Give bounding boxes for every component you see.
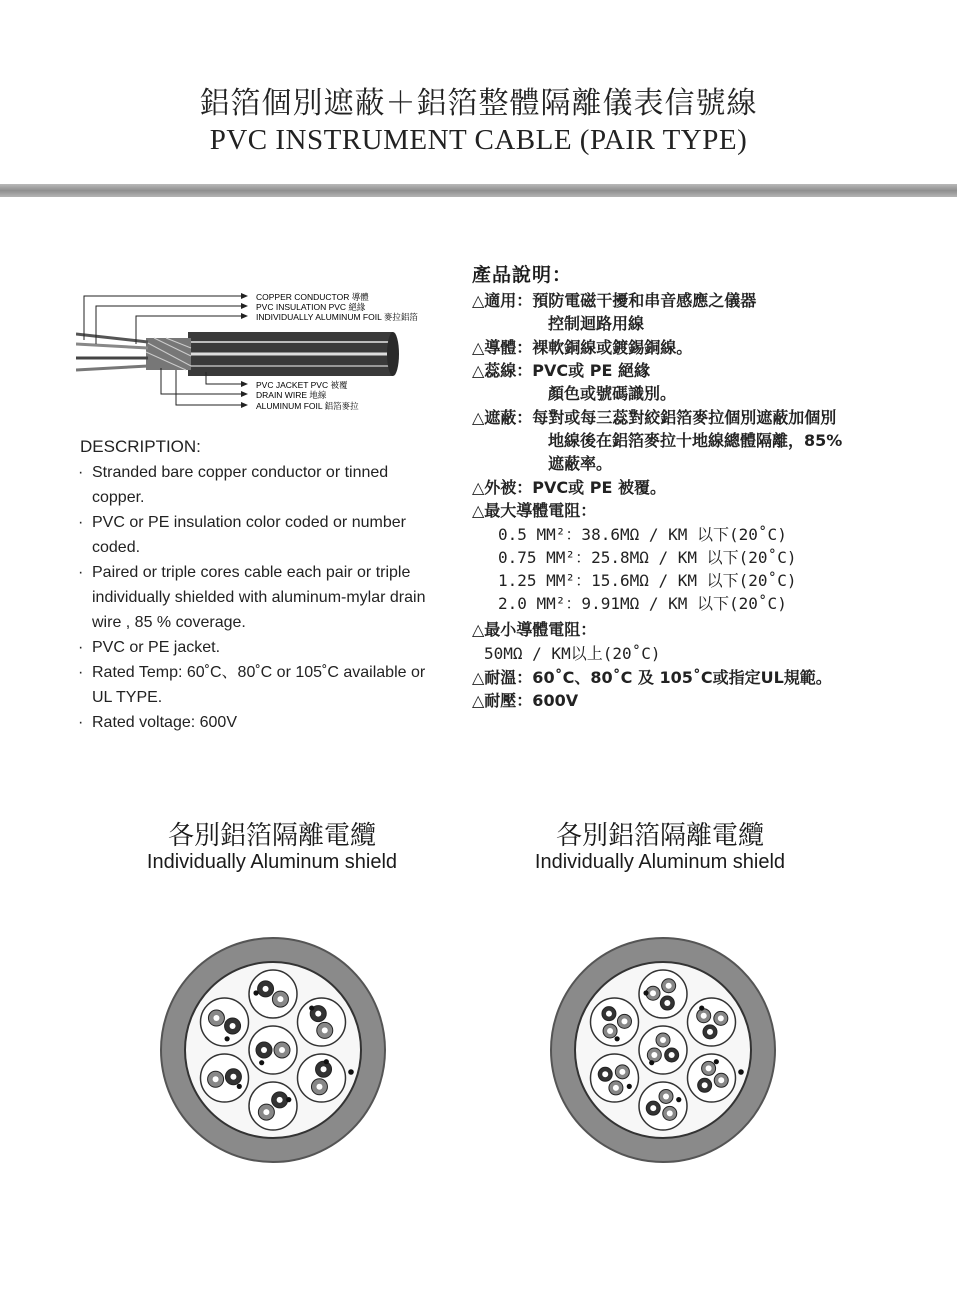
description-list xyxy=(78,460,438,735)
copper-conductor xyxy=(213,1015,219,1021)
overall-drain-wire xyxy=(738,1069,744,1075)
copper-conductor xyxy=(213,1076,219,1082)
label-pvc-jacket: PVC JACKET PVC 被覆 xyxy=(256,380,348,390)
copper-conductor xyxy=(669,1052,675,1058)
copper-conductor xyxy=(619,1069,625,1075)
overall-drain-wire xyxy=(348,1069,354,1075)
copper-conductor xyxy=(667,1110,673,1116)
pair-foil-shield xyxy=(249,1082,297,1130)
spec-shield: △遮蔽：每對或每三蕊對絞鋁箔麥拉個別遮蔽加個別 xyxy=(472,408,837,427)
description-item: · PVC or PE jacket. xyxy=(78,635,438,660)
copper-conductor xyxy=(664,1000,670,1006)
copper-conductor xyxy=(316,1084,322,1090)
description-item: · Rated Temp: 60˚C、80˚C or 105˚C available or UL TYPE. xyxy=(78,660,438,710)
copper-conductor xyxy=(263,986,269,992)
cross-section-title-en: Individually Aluminum shield xyxy=(146,851,398,873)
drain-wire xyxy=(643,990,648,995)
copper-conductor xyxy=(701,1013,707,1019)
resistance-row: 0.75 MM²：25.8MΩ / KM 以下(20˚C) xyxy=(498,548,797,567)
spec-application: △適用：預防電磁干擾和串音感應之儀器 xyxy=(472,291,757,310)
resistance-row: 1.25 MM²：15.6MΩ / KM 以下(20˚C) xyxy=(498,571,797,590)
label-individual-foil: INDIVIDUALLY ALUMINUM FOIL 麥拉鋁箔 xyxy=(256,312,418,322)
cross-section-title-en: Individually Aluminum shield xyxy=(534,851,786,873)
copper-conductor xyxy=(651,1052,657,1058)
copper-conductor xyxy=(707,1029,713,1035)
copper-conductor xyxy=(606,1011,612,1017)
drain-wire xyxy=(286,1097,291,1102)
copper-conductor xyxy=(650,1105,656,1111)
copper-conductor xyxy=(663,1093,669,1099)
copper-conductor xyxy=(607,1028,613,1034)
spec-heading: 產品說明： xyxy=(472,264,573,286)
header-divider-band xyxy=(0,184,957,197)
spec-shield-cont2: 遮蔽率。 xyxy=(548,454,613,473)
copper-conductor xyxy=(666,983,672,989)
drain-wire xyxy=(225,1036,230,1041)
copper-conductor xyxy=(277,1097,283,1103)
drain-wire xyxy=(699,1005,704,1010)
copper-conductor xyxy=(660,1037,666,1043)
spec-jacket: △外被：PVC或 PE 被覆。 xyxy=(472,478,666,497)
cross-section-title-zh: 各別鋁箔隔離電纜 xyxy=(555,821,764,851)
pair-foil-shield xyxy=(297,998,345,1046)
spec-voltage: △耐壓：600V xyxy=(472,691,579,710)
copper-conductor xyxy=(277,996,283,1002)
drain-wire xyxy=(649,1060,654,1065)
label-drain-wire: DRAIN WIRE 地線 xyxy=(256,390,327,400)
spec-core-cont: 顏色或號碼識別。 xyxy=(548,384,677,403)
cable-structure-diagram xyxy=(76,282,476,432)
drain-wire xyxy=(714,1059,719,1064)
copper-conductor xyxy=(602,1071,608,1077)
spec-core: △蕊線：PVC或 PE 絕緣 xyxy=(472,361,650,380)
copper-conductor xyxy=(621,1018,627,1024)
spec-conductor: △導體：裸軟銅線或鍍錫銅線。 xyxy=(472,338,693,357)
pair-foil-shield xyxy=(201,998,249,1046)
spec-application-cont: 控制迴路用線 xyxy=(548,314,645,333)
drain-wire xyxy=(324,1059,329,1064)
description-item: · Paired or triple cores cable each pair or triple individually shielded with aluminum-mylar drain wire , 85 % coverage. xyxy=(78,560,438,635)
copper-conductor xyxy=(702,1082,708,1088)
cross-section-title-zh: 各別鋁箔隔離電纜 xyxy=(167,821,376,851)
spec-temperature: △耐溫：60˚C、80˚C 及 105˚C或指定UL規範。 xyxy=(472,668,832,687)
drain-wire xyxy=(627,1084,632,1089)
copper-conductor xyxy=(263,1109,269,1115)
copper-conductor xyxy=(322,1027,328,1033)
label-aluminum-foil: ALUMINUM FOIL 鋁箔麥拉 xyxy=(256,401,359,411)
copper-conductor xyxy=(261,1047,267,1053)
drain-wire xyxy=(237,1084,242,1089)
title-english: PVC INSTRUMENT CABLE (PAIR TYPE) xyxy=(209,124,748,156)
spec-max-resistance-heading: △最大導體電阻： xyxy=(472,501,597,520)
resistance-row: 2.0 MM²：9.91MΩ / KM 以下(20˚C) xyxy=(498,594,787,613)
drain-wire xyxy=(615,1036,620,1041)
label-copper-conductor: COPPER CONDUCTOR 導體 xyxy=(256,292,369,302)
spec-shield-cont: 地線後在鋁箔麥拉十地線總體隔離，85% xyxy=(548,431,843,450)
copper-conductor xyxy=(706,1065,712,1071)
drain-wire xyxy=(309,1005,314,1010)
cable-cross-section-pair xyxy=(158,935,388,1165)
title-chinese: 鋁箔個別遮蔽＋鋁箔整體隔離儀表信號線 xyxy=(199,86,758,121)
description-item: · Stranded bare copper conductor or tinned copper. xyxy=(78,460,438,510)
spec-min-resistance-heading: △最小導體電阻： xyxy=(472,620,597,639)
copper-conductor xyxy=(315,1011,321,1017)
copper-conductor xyxy=(613,1085,619,1091)
resistance-row: 0.5 MM²：38.6MΩ / KM 以下(20˚C) xyxy=(498,525,787,544)
copper-conductor xyxy=(230,1023,236,1029)
drain-wire xyxy=(259,1060,264,1065)
copper-conductor xyxy=(718,1077,724,1083)
copper-conductor xyxy=(718,1015,724,1021)
drain-wire xyxy=(253,990,258,995)
min-resistance-value: 50MΩ / KM以上(20˚C) xyxy=(484,644,661,663)
copper-conductor xyxy=(321,1066,327,1072)
label-pvc-insulation: PVC INSULATION PVC 絕緣 xyxy=(256,302,366,312)
copper-conductor xyxy=(650,990,656,996)
description-item: · PVC or PE insulation color coded or number coded. xyxy=(78,510,438,560)
copper-conductor xyxy=(279,1047,285,1053)
cable-cross-section-triple xyxy=(548,935,778,1165)
description-heading: DESCRIPTION: xyxy=(80,437,201,456)
drain-wire xyxy=(676,1097,681,1102)
copper-conductor xyxy=(230,1074,236,1080)
description-item: · Rated voltage: 600V xyxy=(78,710,438,735)
